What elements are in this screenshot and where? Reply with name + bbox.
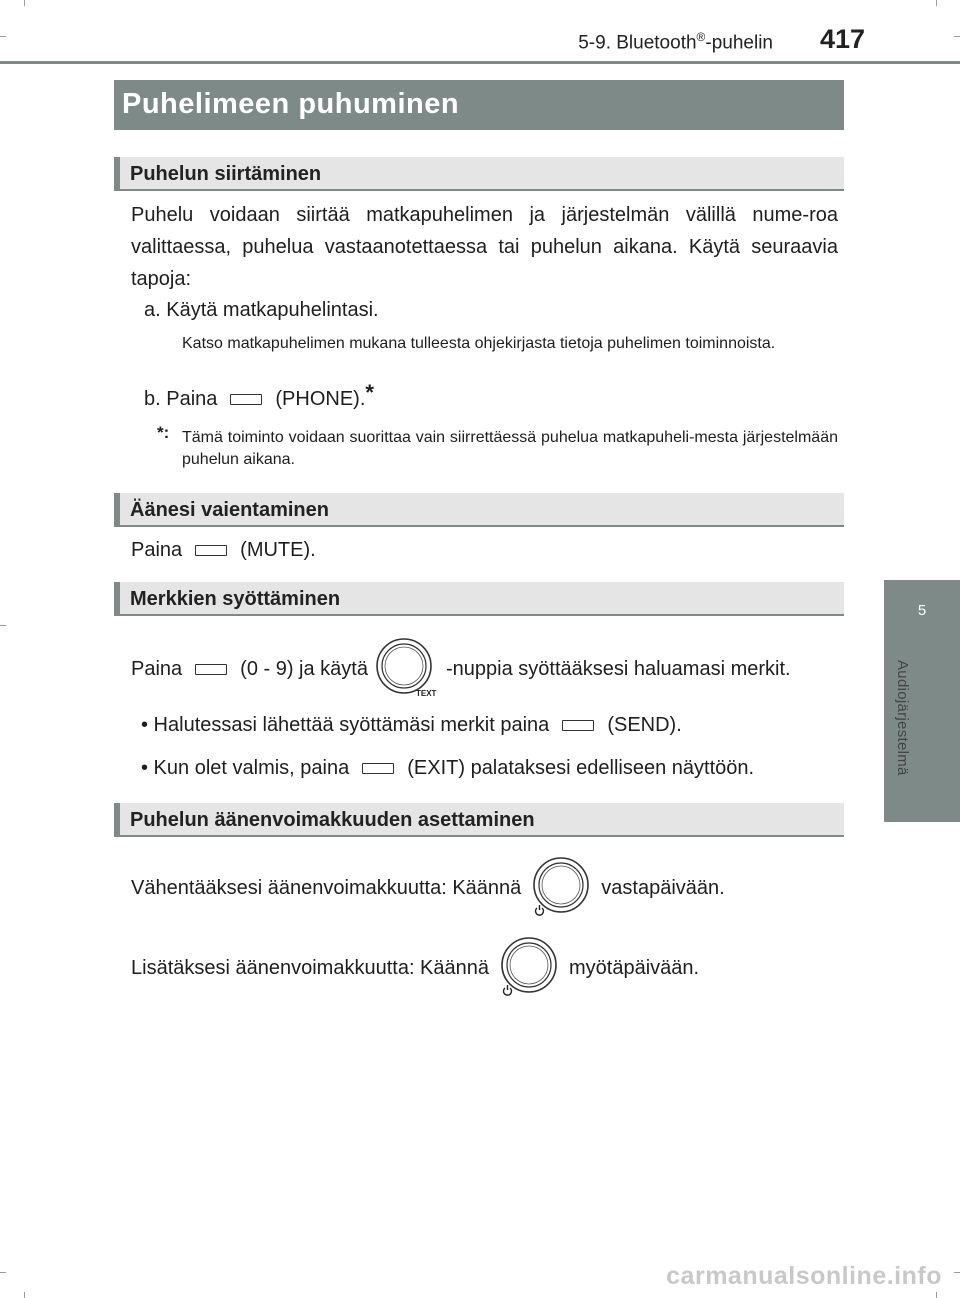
chapter-label: Audiojärjestelmä [894,660,911,776]
crop-mark [24,0,25,6]
send-button-icon [562,720,594,731]
svg-text:TEXT: TEXT [415,689,437,698]
section-heading-mute: Äänesi vaientaminen [114,493,844,527]
input-bullet-send: • Halutessasi lähettää syöttämäsi merkit paina (SEND). [141,713,682,736]
text-knob-icon [376,636,438,702]
watermark: carmanualsonline.info [666,1262,942,1290]
mute-button-icon [195,545,227,556]
transfer-item-a: a. Käytä matkapuhelintasi. [144,298,379,321]
volume-increase: Lisätäksesi äänenvoimakkuutta: Käännä myötäpäivään. [131,936,699,1000]
input-instruction: Paina (0 - 9) ja käytä TEXT -nuppia syöttääksesi haluamasi merkit. [131,636,791,702]
section-heading-input: Merkkien syöttäminen [114,582,844,616]
crop-mark [954,36,960,37]
page-title-banner [114,80,844,130]
crop-mark [0,625,6,626]
volume-knob-icon [529,856,593,920]
transfer-item-b: b. Paina (PHONE). * [144,380,374,410]
page-number: 417 [820,24,866,54]
input-bullet-exit: • Kun olet valmis, paina (EXIT) palataksesi edelliseen näyttöön. [141,756,755,779]
crop-mark [0,36,6,37]
crop-mark [0,1272,6,1273]
crop-mark [24,1292,25,1298]
transfer-item-a-note: Katso matkapuhelimen mukana tulleesta ohjekirjasta tietoja puhelimen toiminnoista. [182,335,776,352]
mute-instruction: Paina (MUTE). [131,538,316,561]
crop-mark [936,0,937,6]
crop-mark [936,1292,937,1298]
crop-mark [954,1272,960,1273]
chapter-number: 5 [917,602,927,619]
footnote-mark: *: [157,423,170,442]
transfer-footnote: Tämä toiminto voidaan suorittaa vain siirrettäessä puhelua matkapuheli-mesta järjestelmään puhelun aikana. [182,429,838,468]
page-title: Puhelimeen puhuminen [122,88,460,120]
section-heading-transfer: Puhelun siirtäminen [114,157,844,191]
number-button-icon [195,664,227,675]
volume-knob-icon [497,936,561,1000]
phone-button-icon [230,394,262,405]
transfer-intro: Puhelu voidaan siirtää matkapuhelimen ja järjestelmän välillä nume-roa valittaessa, puhelua vastaanotettaessa tai puhelun aikana. Käytä seuraavia tapoja: [131,204,838,290]
exit-button-icon [362,763,394,774]
running-header: 5-9. Bluetooth®-puhelin [578,30,773,54]
header-rule [0,61,960,64]
volume-decrease: Vähentääksesi äänenvoimakkuutta: Käännä vastapäivään. [131,856,725,920]
section-heading-volume: Puhelun äänenvoimakkuuden asettaminen [114,803,844,837]
